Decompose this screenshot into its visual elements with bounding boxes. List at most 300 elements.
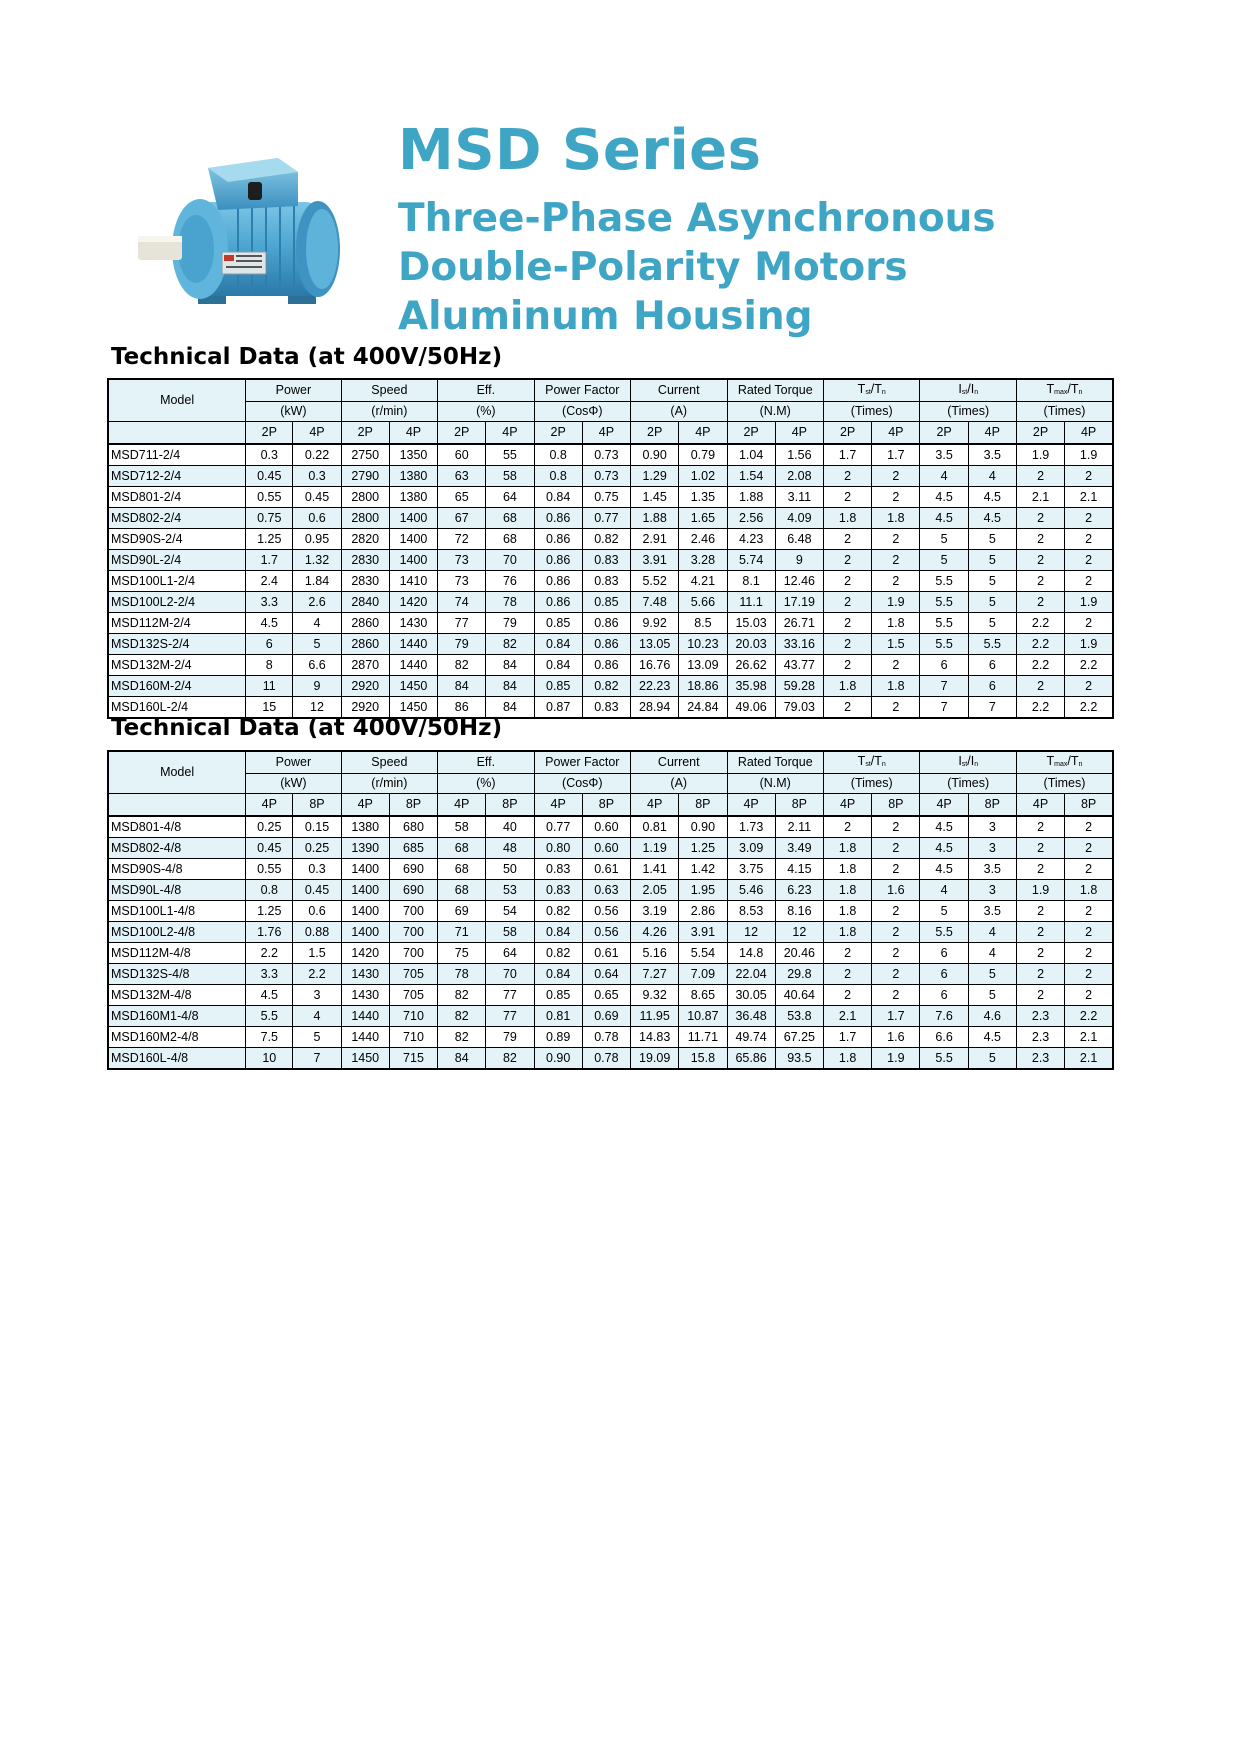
pole-header: 4P: [968, 422, 1016, 445]
value-cell: 710: [389, 1006, 437, 1027]
value-cell: 1.56: [775, 444, 823, 466]
value-cell: 2.2: [1016, 613, 1064, 634]
value-cell: 2.91: [631, 529, 679, 550]
value-cell: 2: [823, 655, 871, 676]
value-cell: 12: [727, 922, 775, 943]
table-row: [108, 613, 1113, 634]
value-cell: 84: [438, 1048, 486, 1070]
value-cell: 1.25: [679, 838, 727, 859]
pole-header: 4P: [486, 422, 534, 445]
unit-header: (Times): [823, 774, 919, 794]
value-cell: 5.5: [920, 1048, 968, 1070]
value-cell: 0.81: [631, 816, 679, 838]
group-header: $T_{st}/T_n$: [823, 751, 919, 774]
value-cell: 15.03: [727, 613, 775, 634]
value-cell: 5: [968, 592, 1016, 613]
value-cell: 0.45: [246, 466, 293, 487]
value-cell: 0.95: [293, 529, 341, 550]
table-row: [108, 634, 1113, 655]
value-cell: 43.77: [775, 655, 823, 676]
value-cell: 1.54: [727, 466, 775, 487]
value-cell: 48: [486, 838, 534, 859]
value-cell: 1400: [389, 529, 437, 550]
pole-header: 8P: [293, 794, 341, 817]
value-cell: 0.90: [534, 1048, 582, 1070]
value-cell: 12.46: [775, 571, 823, 592]
value-cell: 3.19: [631, 901, 679, 922]
unit-header: (%): [438, 774, 534, 794]
value-cell: 1.6: [872, 1027, 920, 1048]
value-cell: 1400: [341, 880, 389, 901]
value-cell: 68: [438, 838, 486, 859]
value-cell: 700: [389, 943, 437, 964]
electric-motor-image: [138, 140, 348, 320]
value-cell: 7.27: [631, 964, 679, 985]
value-cell: 0.55: [246, 859, 293, 880]
value-cell: 4.6: [968, 1006, 1016, 1027]
value-cell: 0.83: [582, 697, 630, 719]
value-cell: 2: [1016, 838, 1064, 859]
table-row: [108, 444, 1113, 466]
value-cell: 2.2: [1016, 634, 1064, 655]
value-cell: 4.21: [679, 571, 727, 592]
value-cell: 6: [246, 634, 293, 655]
model-cell: MSD160M2-4/8: [108, 1027, 246, 1048]
value-cell: 1.9: [1065, 634, 1113, 655]
value-cell: 6.6: [920, 1027, 968, 1048]
value-cell: 0.56: [582, 901, 630, 922]
pole-header: 2P: [727, 422, 775, 445]
value-cell: 5: [920, 550, 968, 571]
value-cell: 2: [872, 943, 920, 964]
value-cell: 54: [486, 901, 534, 922]
value-cell: 2: [1065, 508, 1113, 529]
value-cell: 2.46: [679, 529, 727, 550]
value-cell: 70: [486, 964, 534, 985]
value-cell: 0.89: [534, 1027, 582, 1048]
pole-header: 2P: [246, 422, 293, 445]
group-header: Power: [246, 751, 341, 774]
value-cell: 22.04: [727, 964, 775, 985]
value-cell: 2: [823, 487, 871, 508]
value-cell: 0.86: [534, 550, 582, 571]
value-cell: 40.64: [775, 985, 823, 1006]
value-cell: 2860: [341, 613, 389, 634]
value-cell: 0.84: [534, 634, 582, 655]
pole-header: 4P: [823, 794, 871, 817]
value-cell: 3.5: [968, 859, 1016, 880]
value-cell: 8.65: [679, 985, 727, 1006]
pole-header: 4P: [582, 422, 630, 445]
value-cell: 1.73: [727, 816, 775, 838]
value-cell: 1.76: [246, 922, 293, 943]
value-cell: 1.7: [246, 550, 293, 571]
value-cell: 71: [438, 922, 486, 943]
value-cell: 1.88: [727, 487, 775, 508]
value-cell: 2800: [341, 487, 389, 508]
value-cell: 0.83: [534, 880, 582, 901]
value-cell: 2: [1016, 816, 1064, 838]
value-cell: 1.8: [872, 676, 920, 697]
table-row: [108, 655, 1113, 676]
table-body: [108, 444, 1113, 718]
value-cell: 53: [486, 880, 534, 901]
pole-header: 8P: [679, 794, 727, 817]
value-cell: 0.56: [582, 922, 630, 943]
value-cell: 2870: [341, 655, 389, 676]
value-cell: 2: [1065, 466, 1113, 487]
value-cell: 2: [872, 964, 920, 985]
group-header: Current: [631, 379, 727, 402]
value-cell: 1.8: [823, 922, 871, 943]
pole-header: 4P: [534, 794, 582, 817]
value-cell: 5: [920, 529, 968, 550]
value-cell: 82: [438, 655, 486, 676]
value-cell: 5.5: [920, 592, 968, 613]
unit-header: (kW): [246, 402, 341, 422]
value-cell: 0.84: [534, 487, 582, 508]
pole-header: 8P: [775, 794, 823, 817]
pole-header: 8P: [1065, 794, 1113, 817]
value-cell: 1.8: [823, 508, 871, 529]
model-cell: MSD801-4/8: [108, 816, 246, 838]
unit-header: (N.M): [727, 402, 823, 422]
value-cell: 3.11: [775, 487, 823, 508]
value-cell: 0.3: [293, 859, 341, 880]
value-cell: 68: [486, 508, 534, 529]
value-cell: 28.94: [631, 697, 679, 719]
value-cell: 5.5: [920, 571, 968, 592]
unit-header: (A): [631, 774, 727, 794]
value-cell: 0.78: [582, 1027, 630, 1048]
value-cell: 58: [486, 466, 534, 487]
value-cell: 2: [1016, 943, 1064, 964]
table-row: [108, 466, 1113, 487]
value-cell: 0.3: [246, 444, 293, 466]
value-cell: 1440: [341, 1027, 389, 1048]
value-cell: 0.25: [293, 838, 341, 859]
value-cell: 0.77: [534, 816, 582, 838]
pole-header: 4P: [631, 794, 679, 817]
header-row-unit: [108, 774, 1113, 794]
value-cell: 24.84: [679, 697, 727, 719]
table-header: [108, 379, 1113, 444]
pole-header: 4P: [727, 794, 775, 817]
model-cell: MSD160M-2/4: [108, 676, 246, 697]
value-cell: 1450: [389, 676, 437, 697]
model-cell: MSD801-2/4: [108, 487, 246, 508]
value-cell: 1.41: [631, 859, 679, 880]
value-cell: 0.86: [534, 571, 582, 592]
table-row: [108, 571, 1113, 592]
value-cell: 3.28: [679, 550, 727, 571]
value-cell: 2.08: [775, 466, 823, 487]
value-cell: 2.2: [1065, 1006, 1113, 1027]
value-cell: 26.62: [727, 655, 775, 676]
value-cell: 67: [438, 508, 486, 529]
value-cell: 5: [968, 1048, 1016, 1070]
value-cell: 70: [486, 550, 534, 571]
value-cell: 2.56: [727, 508, 775, 529]
value-cell: 4: [968, 943, 1016, 964]
table-body: [108, 816, 1113, 1069]
value-cell: 1430: [389, 613, 437, 634]
value-cell: 11: [246, 676, 293, 697]
value-cell: 68: [438, 880, 486, 901]
value-cell: 6: [968, 655, 1016, 676]
table-row: [108, 922, 1113, 943]
value-cell: 1420: [389, 592, 437, 613]
value-cell: 705: [389, 985, 437, 1006]
value-cell: 685: [389, 838, 437, 859]
group-header: Rated Torque: [727, 751, 823, 774]
value-cell: 5.74: [727, 550, 775, 571]
value-cell: 2.2: [1065, 697, 1113, 719]
model-cell: MSD132S-2/4: [108, 634, 246, 655]
value-cell: 84: [438, 676, 486, 697]
table-row: [108, 901, 1113, 922]
value-cell: 5.66: [679, 592, 727, 613]
value-cell: 0.25: [246, 816, 293, 838]
table-row: [108, 985, 1113, 1006]
model-cell: MSD711-2/4: [108, 444, 246, 466]
value-cell: 7.6: [920, 1006, 968, 1027]
pole-header: 2P: [341, 422, 389, 445]
value-cell: 1440: [389, 655, 437, 676]
model-cell: MSD100L1-4/8: [108, 901, 246, 922]
value-cell: 6: [968, 676, 1016, 697]
value-cell: 1400: [389, 508, 437, 529]
model-cell: MSD712-2/4: [108, 466, 246, 487]
value-cell: 0.86: [582, 655, 630, 676]
pole-header: 2P: [1016, 422, 1064, 445]
value-cell: 2: [1065, 964, 1113, 985]
value-cell: 36.48: [727, 1006, 775, 1027]
value-cell: 1.25: [246, 529, 293, 550]
pole-header: 4P: [246, 794, 293, 817]
value-cell: 0.45: [293, 487, 341, 508]
value-cell: 11.1: [727, 592, 775, 613]
value-cell: 9.92: [631, 613, 679, 634]
value-cell: 22.23: [631, 676, 679, 697]
value-cell: 1.32: [293, 550, 341, 571]
value-cell: 7.48: [631, 592, 679, 613]
table-row: [108, 838, 1113, 859]
value-cell: 14.83: [631, 1027, 679, 1048]
value-cell: 84: [486, 676, 534, 697]
value-cell: 4.26: [631, 922, 679, 943]
technical-data-table-2-4: [107, 378, 1114, 719]
header-row-group: [108, 751, 1113, 774]
value-cell: 12: [293, 697, 341, 719]
value-cell: 10.87: [679, 1006, 727, 1027]
value-cell: 2: [1065, 838, 1113, 859]
value-cell: 0.64: [582, 964, 630, 985]
value-cell: 58: [486, 922, 534, 943]
value-cell: 4: [920, 880, 968, 901]
value-cell: 4: [920, 466, 968, 487]
value-cell: 2: [872, 838, 920, 859]
value-cell: 5.5: [920, 922, 968, 943]
model-cell: MSD90S-4/8: [108, 859, 246, 880]
model-cell: MSD112M-2/4: [108, 613, 246, 634]
model-cell: MSD90L-2/4: [108, 550, 246, 571]
value-cell: 1380: [389, 466, 437, 487]
model-cell: MSD160L-4/8: [108, 1048, 246, 1070]
value-cell: 77: [486, 985, 534, 1006]
value-cell: 1380: [341, 816, 389, 838]
value-cell: 2: [1016, 964, 1064, 985]
value-cell: 4: [293, 1006, 341, 1027]
value-cell: 1.25: [246, 901, 293, 922]
model-cell: MSD132M-4/8: [108, 985, 246, 1006]
value-cell: 1.8: [872, 508, 920, 529]
value-cell: 2920: [341, 676, 389, 697]
value-cell: 5: [920, 901, 968, 922]
group-header: $T_{max}/T_n$: [1016, 379, 1113, 402]
value-cell: 1400: [341, 922, 389, 943]
value-cell: 2: [872, 985, 920, 1006]
value-cell: 2830: [341, 550, 389, 571]
value-cell: 1.35: [679, 487, 727, 508]
value-cell: 79: [438, 634, 486, 655]
value-cell: 2: [1016, 922, 1064, 943]
value-cell: 2: [872, 816, 920, 838]
pole-header: 4P: [920, 794, 968, 817]
value-cell: 0.83: [582, 571, 630, 592]
value-cell: 2920: [341, 697, 389, 719]
value-cell: 84: [486, 655, 534, 676]
value-cell: 0.86: [582, 634, 630, 655]
table-row: [108, 487, 1113, 508]
value-cell: 2: [1065, 676, 1113, 697]
value-cell: 63: [438, 466, 486, 487]
value-cell: 2800: [341, 508, 389, 529]
value-cell: 0.90: [679, 816, 727, 838]
model-header: Model: [108, 751, 246, 794]
value-cell: 16.76: [631, 655, 679, 676]
subtitle-line-1: Three-Phase Asynchronous: [398, 196, 996, 241]
pole-header: 4P: [389, 422, 437, 445]
value-cell: 0.90: [631, 444, 679, 466]
unit-header: (Times): [1016, 402, 1113, 422]
value-cell: 2.6: [293, 592, 341, 613]
subtitle-line-2: Double-Polarity Motors: [398, 245, 908, 290]
value-cell: 1.42: [679, 859, 727, 880]
value-cell: 700: [389, 922, 437, 943]
pole-header: 4P: [775, 422, 823, 445]
value-cell: 2.1: [1016, 487, 1064, 508]
value-cell: 2830: [341, 571, 389, 592]
value-cell: 2: [823, 985, 871, 1006]
value-cell: 6.48: [775, 529, 823, 550]
value-cell: 2: [1016, 508, 1064, 529]
value-cell: 1.65: [679, 508, 727, 529]
value-cell: 0.78: [582, 1048, 630, 1070]
value-cell: 0.6: [293, 901, 341, 922]
value-cell: 1.7: [872, 1006, 920, 1027]
value-cell: 2: [1065, 529, 1113, 550]
pole-header: 2P: [534, 422, 582, 445]
pole-header: 8P: [968, 794, 1016, 817]
value-cell: 2.4: [246, 571, 293, 592]
value-cell: 2: [1065, 859, 1113, 880]
value-cell: 0.75: [246, 508, 293, 529]
unit-header: (r/min): [341, 774, 437, 794]
value-cell: 4.09: [775, 508, 823, 529]
value-cell: 1430: [341, 985, 389, 1006]
value-cell: 73: [438, 571, 486, 592]
value-cell: 0.45: [246, 838, 293, 859]
pole-header: 4P: [1016, 794, 1064, 817]
value-cell: 0.85: [534, 985, 582, 1006]
value-cell: 4: [293, 613, 341, 634]
value-cell: 2.05: [631, 880, 679, 901]
value-cell: 4.5: [920, 508, 968, 529]
value-cell: 2: [823, 550, 871, 571]
value-cell: 3.91: [631, 550, 679, 571]
value-cell: 0.82: [582, 676, 630, 697]
value-cell: 2: [872, 655, 920, 676]
value-cell: 6: [920, 964, 968, 985]
value-cell: 10.23: [679, 634, 727, 655]
value-cell: 690: [389, 880, 437, 901]
value-cell: 5: [968, 529, 1016, 550]
value-cell: 0.83: [582, 550, 630, 571]
value-cell: 1.8: [1065, 880, 1113, 901]
value-cell: 1440: [341, 1006, 389, 1027]
pole-header: 8P: [872, 794, 920, 817]
value-cell: 79: [486, 613, 534, 634]
value-cell: 4.5: [968, 487, 1016, 508]
value-cell: 1.8: [823, 901, 871, 922]
technical-data-table-4-8: [107, 750, 1114, 1070]
value-cell: 2: [823, 592, 871, 613]
value-cell: 0.60: [582, 816, 630, 838]
value-cell: 59.28: [775, 676, 823, 697]
value-cell: 2.86: [679, 901, 727, 922]
value-cell: 1.9: [1065, 444, 1113, 466]
value-cell: 13.05: [631, 634, 679, 655]
value-cell: 3: [968, 816, 1016, 838]
value-cell: 5.5: [920, 613, 968, 634]
value-cell: 1.7: [823, 1027, 871, 1048]
value-cell: 1.9: [872, 1048, 920, 1070]
value-cell: 7.09: [679, 964, 727, 985]
value-cell: 0.79: [679, 444, 727, 466]
value-cell: 9: [775, 550, 823, 571]
value-cell: 79.03: [775, 697, 823, 719]
value-cell: 2: [872, 901, 920, 922]
value-cell: 5.46: [727, 880, 775, 901]
value-cell: 8: [246, 655, 293, 676]
group-header: $I_{st}/I_n$: [920, 751, 1016, 774]
value-cell: 1.8: [823, 676, 871, 697]
table-row: [108, 697, 1113, 719]
value-cell: 2: [823, 964, 871, 985]
group-header: Current: [631, 751, 727, 774]
header-row-poles: [108, 422, 1113, 445]
value-cell: 4.5: [246, 613, 293, 634]
table-row: [108, 550, 1113, 571]
pole-header: 2P: [823, 422, 871, 445]
value-cell: 64: [486, 943, 534, 964]
value-cell: 4.5: [920, 487, 968, 508]
value-cell: 0.83: [534, 859, 582, 880]
value-cell: 4.5: [968, 508, 1016, 529]
value-cell: 30.05: [727, 985, 775, 1006]
value-cell: 1.04: [727, 444, 775, 466]
